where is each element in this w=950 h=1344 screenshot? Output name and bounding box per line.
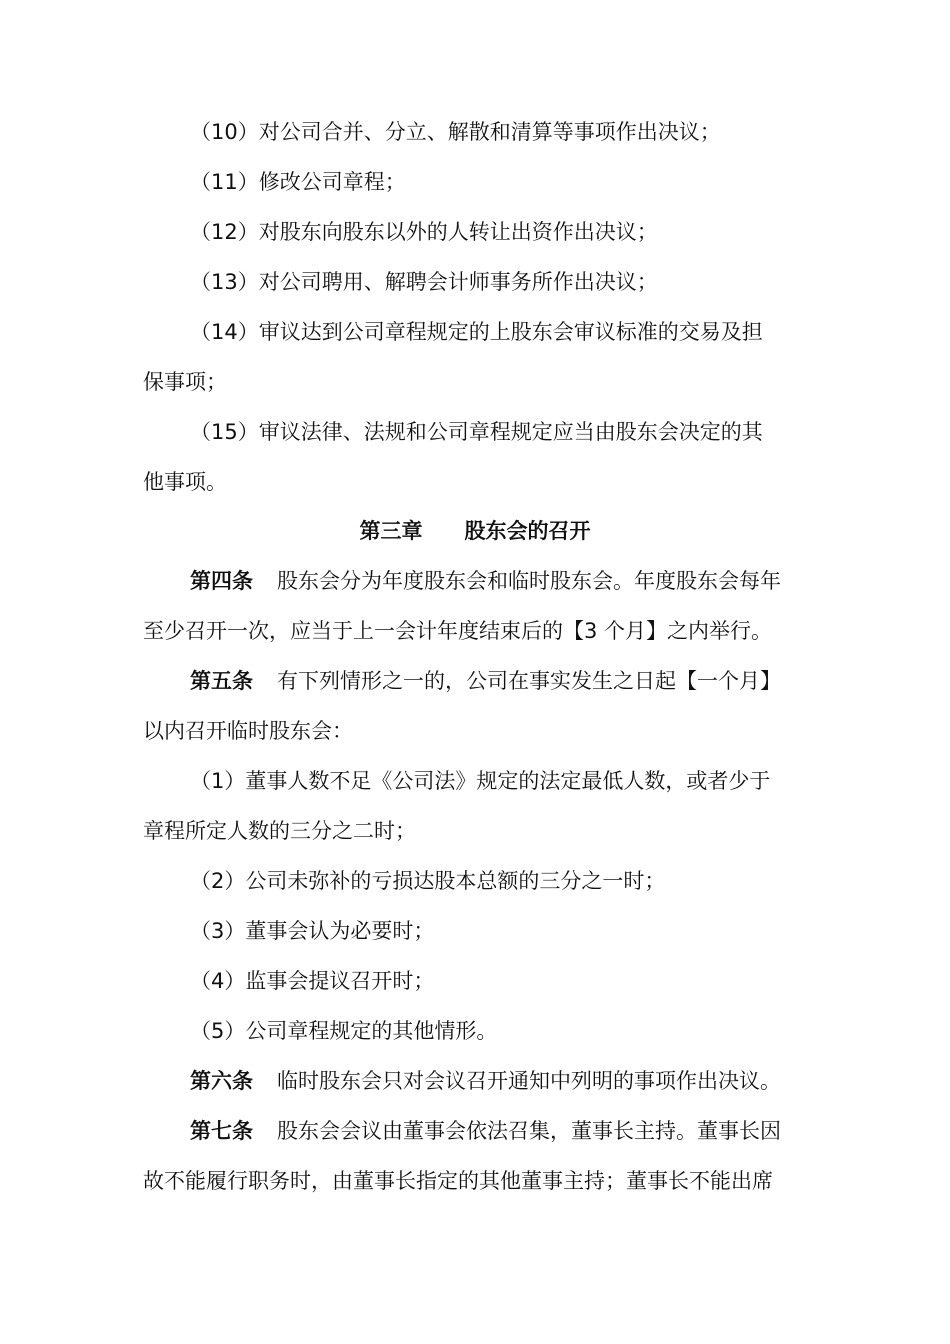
article-7-label: 第七条 — [190, 1119, 253, 1143]
article-5-line1 — [0, 666, 950, 696]
chapter-heading — [0, 516, 950, 546]
article-4-label: 第四条 — [190, 569, 253, 593]
clause-4: （4）监事会提议召开时； — [190, 969, 435, 993]
clause-3: （3）董事会认为必要时； — [190, 919, 435, 943]
chapter-number: 第三章 — [359, 519, 423, 543]
chapter-title: 股东会的召开 — [464, 519, 591, 543]
article-7-text-1: 股东会会议由董事会依法召集，董事长主持。董事长因 — [277, 1119, 781, 1143]
article-5-text-1: 有下列情形之一的，公司在事实发生之日起【一个月】 — [277, 669, 781, 693]
article-5-label: 第五条 — [190, 669, 253, 693]
item-10: （10）对公司合并、分立、解散和清算等事项作出决议； — [190, 120, 721, 144]
item-13: （13）对公司聘用、解聘会计师事务所作出决议； — [190, 270, 658, 294]
item-15-line1: （15）审议法律、法规和公司章程规定应当由股东会决定的其 — [190, 420, 763, 444]
clause-1-line1: （1）董事人数不足《公司法》规定的法定最低人数，或者少于 — [190, 769, 771, 793]
article-4-text-1: 股东会分为年度股东会和临时股东会。年度股东会每年 — [277, 569, 781, 593]
item-14-line1: （14）审议达到公司章程规定的上股东会审议标准的交易及担 — [190, 320, 763, 344]
item-11: （11）修改公司章程； — [190, 170, 406, 194]
article-7-line2: 故不能履行职务时，由董事长指定的其他董事主持；董事长不能出席 — [143, 1169, 773, 1193]
clause-1-line2: 章程所定人数的三分之二时； — [143, 819, 416, 843]
article-6-text-1: 临时股东会只对会议召开通知中列明的事项作出决议。 — [277, 1069, 781, 1093]
clause-2: （2）公司未弥补的亏损达股本总额的三分之一时； — [190, 869, 666, 893]
clause-5: （5）公司章程规定的其他情形。 — [190, 1019, 498, 1043]
article-6-label: 第六条 — [190, 1069, 253, 1093]
article-4-line1 — [0, 566, 950, 596]
article-4-line2: 至少召开一次，应当于上一会计年度结束后的【3 个月】之内举行。 — [143, 619, 773, 643]
item-14-line2: 保事项； — [143, 370, 227, 394]
item-15-line2: 他事项。 — [143, 470, 227, 494]
article-6-line1 — [0, 1066, 950, 1096]
article-5-line2: 以内召开临时股东会： — [143, 719, 353, 743]
item-12: （12）对股东向股东以外的人转让出资作出决议； — [190, 220, 658, 244]
article-7-line1 — [0, 1116, 950, 1146]
